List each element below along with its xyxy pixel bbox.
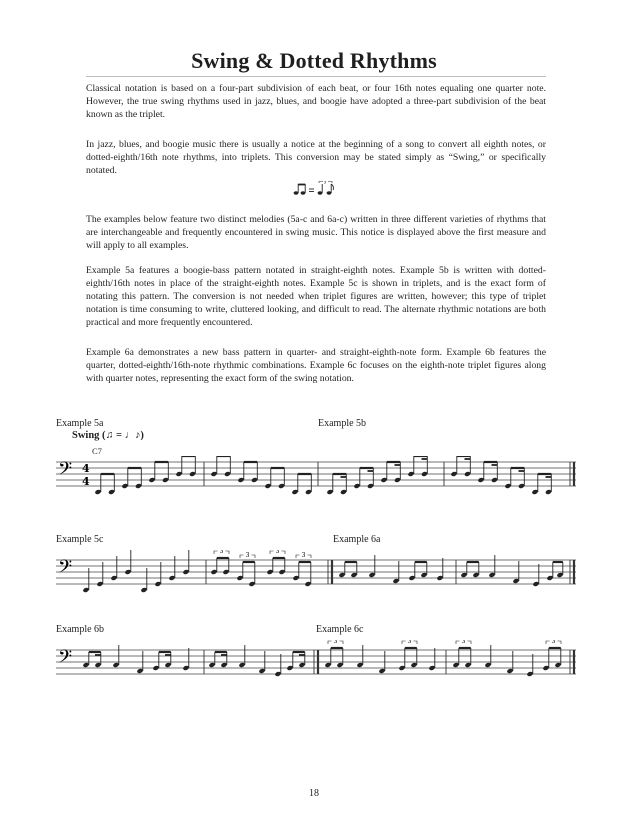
page-title: Swing & Dotted Rhythms [191,48,437,73]
example-6b-label: Example 6b [56,624,105,635]
example-6a-label: Example 6a [333,534,381,545]
paragraph-3: The examples below feature two distinct melodies (5a-c and 6a-c) written in three different varieties of rhythms that are interchangeable and frequently encountered in swing music. This notice is displayed above the first measure and will apply to all examples. [86,214,546,251]
svg-text:3: 3 [219,550,224,555]
svg-text:3: 3 [245,552,250,559]
staff-system-3 [56,640,576,688]
swing-conversion-figure [291,180,341,198]
swing-marking: Swing (♫ = ♩♪) [72,430,144,441]
chord-symbol: C7 [92,446,102,456]
svg-text:3: 3 [333,640,338,645]
staff-lines [56,462,576,486]
example-5b-label: Example 5b [318,418,367,429]
page-number: 18 [309,788,319,799]
notes-line-3 [82,640,561,677]
svg-text:3: 3 [275,550,280,555]
example-5c-label: Example 5c [56,534,104,545]
bass-clef: 𝄢 [58,647,73,672]
example-5a-label: Example 5a [56,418,104,429]
bass-clef: 𝄢 [58,459,73,484]
triplet-number: 3 [323,180,327,185]
notes-line-2 [82,550,563,593]
time-sig-bottom: 4 [82,475,90,488]
example-6c-label: Example 6c [316,624,364,635]
paragraph-1: Classical notation is based on a four-part subdivision of each beat, or four 16th notes equaling one quarter note. However, the true swing rhythms used in jazz, blues, and boogie have adopted a three-part subdivision of the beat known as the triplet. [86,83,546,120]
staff-system-2 [56,550,576,598]
staff-lines [56,650,576,674]
svg-text:3: 3 [407,640,412,645]
svg-text:3: 3 [551,640,556,645]
svg-text:3: 3 [461,640,466,645]
paragraph-5: Example 6a demonstrates a new bass pattern in quarter- and straight-eighth-note form. Example 6b features the quarter, dotted-eighth/16th-note rhythmic combinations. Example 6c focuses on the eighth-note triplet figures along with quarter notes, representing the exact form of the swing notation. [86,347,546,384]
title-rule [86,76,546,77]
paragraph-4: Example 5a features a boogie-bass pattern notated in straight-eighth notes. Example 5b is written with dotted-eighth/16th notes in place of the straight-eighth notes. Example 5c is shown in triplets, and is the exact form of notating this pattern. The conversion is not needed when triplet figures are written, however; this type of triplet notation is time consuming to write, cluttered looking, and difficult to read. The alternate rhythmic notations are both practical and more frequently encountered. [86,265,546,328]
bass-clef: 𝄢 [58,557,73,582]
paragraph-2: In jazz, blues, and boogie music there is usually a notice at the beginning of a song to convert all eighth notes, or dotted-eighth/16th note rhythms, into triplets. This conversion may be stated simply as “Swing,” or specifically notated. [86,139,546,176]
svg-text:3: 3 [301,552,306,559]
time-sig-top: 4 [82,462,90,475]
staff-lines [56,560,576,584]
staff-system-1 [56,456,576,504]
